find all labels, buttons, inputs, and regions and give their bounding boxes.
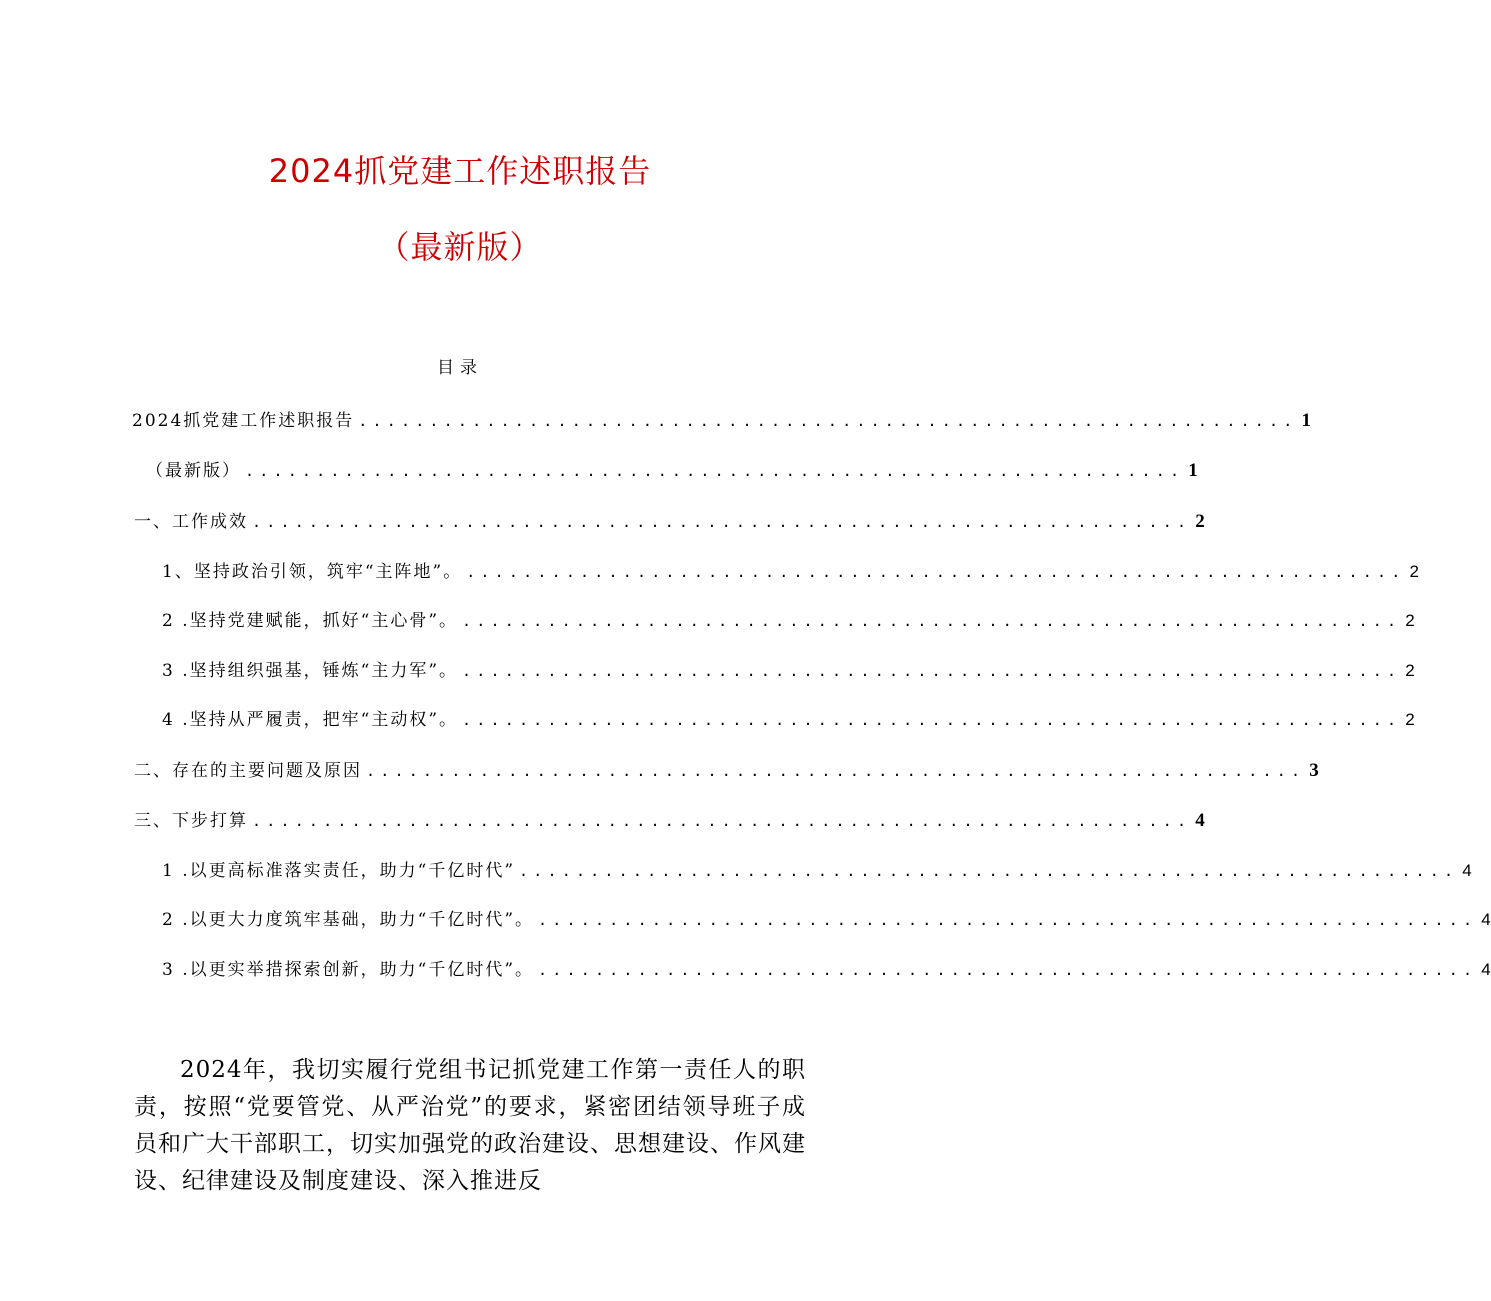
toc-entry[interactable]: [162, 606, 1415, 632]
body-paragraph-text: 2024年，我切实履行党组书记抓党建工作第一责任人的职责，按照“党要管党、从严治党”的要求，紧密团结领导班子成员和广大干部职工，切实加强党的政治建设、思想建设、作风建设、纪律建设及制度建设、深入推进反: [134, 1057, 806, 1194]
toc-entry[interactable]: [134, 756, 1319, 782]
toc-entry-page: 4: [1462, 861, 1472, 880]
body-paragraph: [134, 1052, 806, 1200]
toc-entry-label: 2 .坚持党建赋能，抓好“主心骨”。: [162, 611, 459, 631]
toc-dot-leader: ..................................................................: [538, 961, 1478, 979]
toc-entry-page: 4: [1481, 910, 1491, 929]
toc-entry[interactable]: [132, 406, 1311, 432]
toc-dot-leader: ..................................................................: [466, 563, 1406, 581]
toc-dot-leader: ..................................................................: [366, 762, 1306, 780]
toc-entry-label: 三、下步打算: [134, 811, 248, 831]
toc-dot-leader: ..................................................................: [252, 812, 1192, 830]
toc-dot-leader: ..................................................................: [252, 513, 1192, 531]
toc-dot-leader: ..................................................................: [245, 462, 1185, 480]
toc-dot-leader: ..................................................................: [462, 612, 1402, 630]
toc-dot-leader: ..................................................................: [462, 711, 1402, 729]
toc-entry-page: 1: [1301, 410, 1311, 431]
toc-entry[interactable]: [162, 656, 1415, 682]
toc-entry-page: 2: [1409, 562, 1419, 581]
toc-entry-page: 4: [1481, 960, 1491, 979]
toc-dot-leader: ..................................................................: [538, 911, 1478, 929]
toc-entry-page: 4: [1195, 810, 1205, 831]
toc-entry-page: 3: [1309, 760, 1319, 781]
toc-dot-leader: ..................................................................: [462, 662, 1402, 680]
toc-entry[interactable]: [162, 955, 1491, 981]
toc-entry-label: 1 .以更高标准落实责任，助力“千亿时代”: [162, 861, 516, 881]
toc-entry[interactable]: [162, 557, 1419, 583]
toc-entry-label: （最新版）: [146, 461, 241, 481]
toc-entry-label: 3 .以更实举措探索创新，助力“千亿时代”。: [162, 960, 535, 980]
toc-entry-page: 2: [1405, 661, 1415, 680]
toc-dot-leader: ..................................................................: [519, 862, 1459, 880]
toc-entry-page: 2: [1405, 611, 1415, 630]
toc-entry-page: 2: [1405, 710, 1415, 729]
toc-heading: 目录: [437, 358, 483, 378]
toc-entry-label: 一、工作成效: [134, 512, 248, 532]
toc-entry[interactable]: [134, 507, 1205, 533]
toc-entry[interactable]: [162, 905, 1491, 931]
toc-entry-label: 二、存在的主要问题及原因: [134, 761, 362, 781]
toc-entry-label: 2024抓党建工作述职报告: [132, 411, 355, 431]
toc-entry-label: 4 .坚持从严履责，把牢“主动权”。: [162, 710, 459, 730]
toc-entry-label: 3 .坚持组织强基，锤炼“主力军”。: [162, 661, 459, 681]
toc-entry-label: 2 .以更大力度筑牢基础，助力“千亿时代”。: [162, 910, 535, 930]
document-title: 2024抓党建工作述职报告: [268, 152, 652, 190]
toc-entry[interactable]: [134, 806, 1205, 832]
toc-entry[interactable]: [162, 856, 1472, 882]
toc-entry-label: 1、坚持政治引领，筑牢“主阵地”。: [162, 562, 463, 582]
toc-dot-leader: ..................................................................: [358, 412, 1298, 430]
document-subtitle: （最新版）: [377, 228, 543, 266]
toc-entry[interactable]: [162, 705, 1415, 731]
toc-entry-page: 1: [1188, 460, 1198, 481]
toc-entry[interactable]: [146, 456, 1198, 482]
toc-entry-page: 2: [1195, 511, 1205, 532]
